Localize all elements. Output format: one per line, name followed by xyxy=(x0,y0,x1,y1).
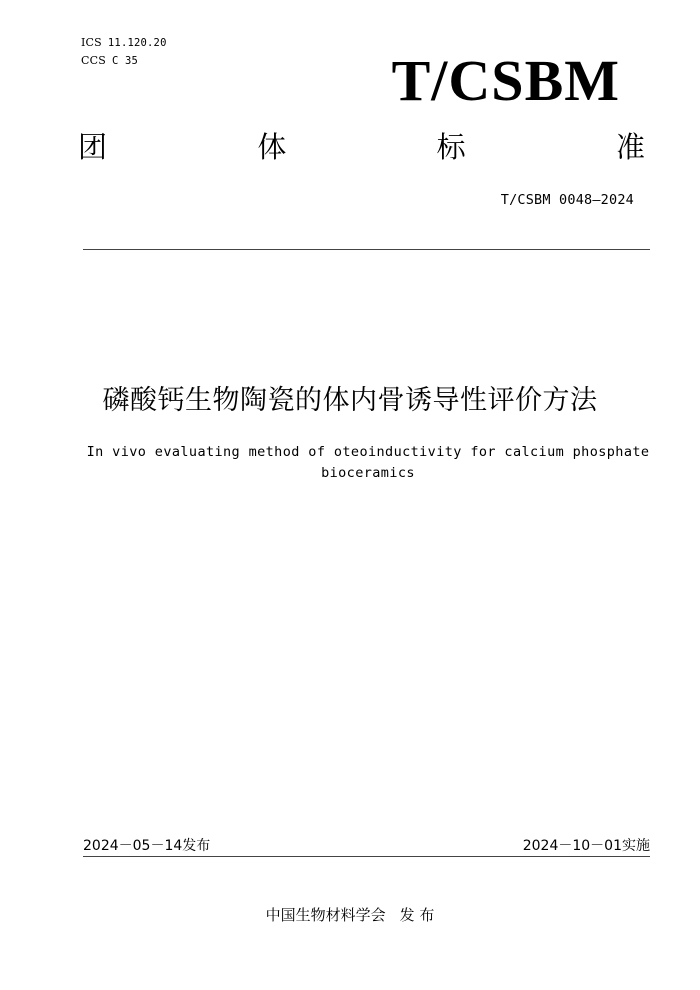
ccs-line xyxy=(81,52,167,70)
document-title-chinese: 磷酸钙生物陶瓷的体内骨诱导性评价方法 xyxy=(102,385,598,416)
header-divider xyxy=(83,249,650,250)
publish-label: 发布 xyxy=(182,838,211,854)
footer-divider xyxy=(83,856,650,857)
organization-logo: T/CSBM xyxy=(391,48,620,113)
issuer-name: 中国生物材料学会 xyxy=(265,906,386,924)
standard-type-char: 团 xyxy=(78,130,108,164)
classification-block xyxy=(81,34,167,70)
english-title-line: bioceramics xyxy=(321,465,415,481)
ccs-code: C 35 xyxy=(111,55,139,67)
issuer-action: 发 布 xyxy=(399,906,435,924)
document-title-english xyxy=(86,442,650,484)
publish-date: 2024－05－14 xyxy=(83,838,183,854)
english-title-line: In vivo evaluating method of oteoinductivity for calcium phosphate xyxy=(86,444,650,460)
ics-line xyxy=(81,34,167,52)
issuer-line xyxy=(0,904,700,925)
effective-date-line xyxy=(523,835,650,855)
ics-label: ICS xyxy=(81,36,102,49)
standard-type-char: 体 xyxy=(257,130,287,164)
ics-code: 11.120.20 xyxy=(107,37,167,49)
standard-type-char: 准 xyxy=(615,130,645,164)
standard-type-char: 标 xyxy=(436,130,466,164)
effective-date: 2024－10－01 xyxy=(522,838,622,854)
standard-number: T/CSBM 0048—2024 xyxy=(500,192,634,208)
publish-date-line xyxy=(83,835,210,855)
standard-type xyxy=(78,130,645,164)
effective-label: 实施 xyxy=(622,838,650,854)
ccs-label: CCS xyxy=(81,54,106,67)
